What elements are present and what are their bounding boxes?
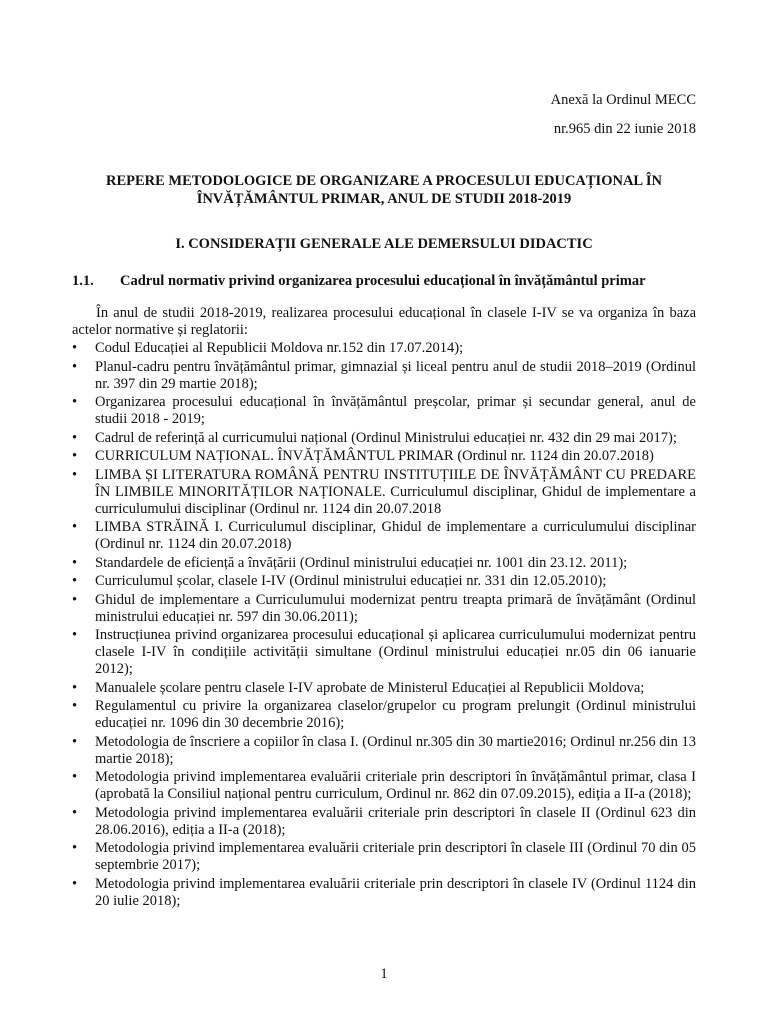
list-item-text: Metodologia privind implementarea evaluării criteriale prin descriptori în clasele III (Ordinul 70 din 05 septembrie 2017); — [95, 840, 696, 873]
list-item — [72, 769, 696, 803]
bullet-icon: • — [72, 698, 78, 714]
list-item-text: Curriculumul școlar, clasele I-IV (Ordinul ministrului educației nr. 331 din 12.05.2010); — [95, 573, 607, 589]
list-item — [72, 627, 696, 678]
bullet-icon: • — [72, 340, 78, 356]
list-item-text: Metodologia privind implementarea evaluării criteriale prin descriptori în învățământul primar, clasa I (aprobată la Consiliul național pentru curriculum, Ordinul nr. 862 din 07.09.2015), ediția a II-a (2018); — [95, 769, 696, 802]
bullet-icon: • — [72, 627, 78, 643]
bullet-icon: • — [72, 875, 78, 892]
bullet-icon: • — [72, 679, 78, 696]
list-item — [72, 680, 696, 697]
list-item-text: Cadrul de referință al curricumului național (Ordinul Ministrului educației nr. 432 din 29 mai 2017); — [95, 429, 677, 446]
bullet-icon: • — [72, 769, 78, 785]
subsection-number: 1.1. — [72, 273, 94, 289]
list-item-text: Metodologia privind implementarea evaluării criteriale prin descriptori în clasele II (Ordinul 623 din 28.06.2016), ediția a II-a (2018); — [95, 804, 696, 838]
list-item — [72, 698, 696, 732]
bullet-icon: • — [72, 554, 78, 571]
list-item — [72, 592, 696, 626]
bullet-icon: • — [72, 733, 78, 750]
annex-order-number: nr.965 din 22 iunie 2018 — [553, 121, 696, 137]
bullet-icon: • — [72, 840, 78, 856]
bullet-icon: • — [72, 448, 78, 464]
bullet-icon: • — [72, 429, 78, 446]
list-item — [72, 573, 696, 590]
list-item — [72, 805, 696, 839]
subsection-heading — [72, 273, 646, 290]
list-item-text: Standardele de eficiență a învățării (Ordinul ministrului educației nr. 1001 din 23.12. 2011); — [95, 554, 628, 571]
list-item-text: LIMBA STRĂINĂ I. Curriculumul disciplinar, Ghidul de implementare a curriculumului disciplinar (Ordinul nr. 1124 din 20.07.2018) — [95, 519, 696, 552]
list-item-text: Metodologia de înscriere a copiilor în clasa I. (Ordinul nr.305 din 30 martie2016; Ordinul nr.256 din 13 martie 2018); — [95, 733, 696, 767]
list-item-text: Planul-cadru pentru învățământul primar, gimnazial și liceal pentru anul de studii 2018–2019 (Ordinul nr. 397 din 29 martie 2018); — [95, 358, 696, 392]
list-item-text: Organizarea procesului educațional în învățământul preșcolar, primar și secundar general, anul de studii 2018 - 2019; — [95, 394, 696, 427]
list-item-text: Manualele școlare pentru clasele I-IV aprobate de Ministerul Educației al Republicii Moldova; — [95, 679, 645, 696]
list-item-text: LIMBA ȘI LITERATURA ROMÂNĂ PENTRU INSTITUȚIILE DE ÎNVĂȚĂMÂNT CU PREDARE ÎN LIMBILE MINORITĂȚILOR NAȚIONALE. Curriculumul disciplinar, Ghidul de implementare a curriculumului disciplinar (Ordinul nr. 1124 din 20.07.2018 — [95, 466, 696, 517]
bullet-icon: • — [72, 519, 78, 535]
list-item — [72, 340, 696, 357]
intro-paragraph: În anul de studii 2018-2019, realizarea procesului educațional în clasele I-IV se va organiza în baza actelor normative și reglatorii: — [72, 305, 696, 338]
list-item — [72, 448, 696, 465]
list-item-text: Codul Educației al Republicii Moldova nr.152 din 17.07.2014); — [95, 340, 464, 356]
list-item — [72, 519, 696, 553]
annex-reference: Anexă la Ordinul MECC — [550, 92, 696, 108]
list-item — [72, 430, 696, 447]
list-item — [72, 359, 696, 393]
document-title: REPERE METODOLOGICE DE ORGANIZARE A PROCESULUI EDUCAȚIONAL ÎN ÎNVĂȚĂMÂNTUL PRIMAR, ANUL DE STUDII 2018-2019 — [105, 173, 663, 207]
bullet-icon: • — [72, 804, 78, 821]
list-item-text: Ghidul de implementare a Curriculumului modernizat pentru treapta primară de învățământ (Ordinul ministrului educației nr. 597 din 30.06.2011); — [95, 591, 696, 625]
section-heading: I. CONSIDERAȚII GENERALE ALE DEMERSULUI DIDACTIC — [175, 236, 593, 252]
bullet-icon: • — [72, 394, 78, 410]
bullet-icon: • — [72, 573, 78, 589]
list-item — [72, 840, 696, 874]
subsection-title: Cadrul normativ privind organizarea procesului educațional în învățământul primar — [120, 273, 646, 289]
list-item-text: Metodologia privind implementarea evaluării criteriale prin descriptori în clasele IV (Ordinul 1124 din 20 iulie 2018); — [95, 875, 696, 909]
list-item-text: Regulamentul cu privire la organizarea claselor/grupelor cu program prelungit (Ordinul ministrului educației nr. 1096 din 30 decembrie 2016); — [95, 698, 696, 731]
list-item — [72, 555, 696, 572]
page-number: 1 — [380, 966, 388, 982]
normative-acts-list — [72, 340, 696, 911]
list-item — [72, 876, 696, 910]
list-item-text: Instrucțiunea privind organizarea procesului educațional și aplicarea curriculumului modernizat pentru clasele I-IV în condițiile activității simultane (Ordinul ministrului educației nr.05 din 06 ianuarie 2012); — [95, 627, 696, 677]
bullet-icon: • — [72, 466, 78, 483]
bullet-icon: • — [72, 591, 78, 608]
list-item-text: CURRICULUM NAȚIONAL. ÎNVĂȚĂMÂNTUL PRIMAR (Ordinul nr. 1124 din 20.07.2018) — [95, 448, 654, 464]
bullet-icon: • — [72, 358, 78, 375]
list-item — [72, 394, 696, 428]
list-item — [72, 734, 696, 768]
list-item — [72, 467, 696, 518]
